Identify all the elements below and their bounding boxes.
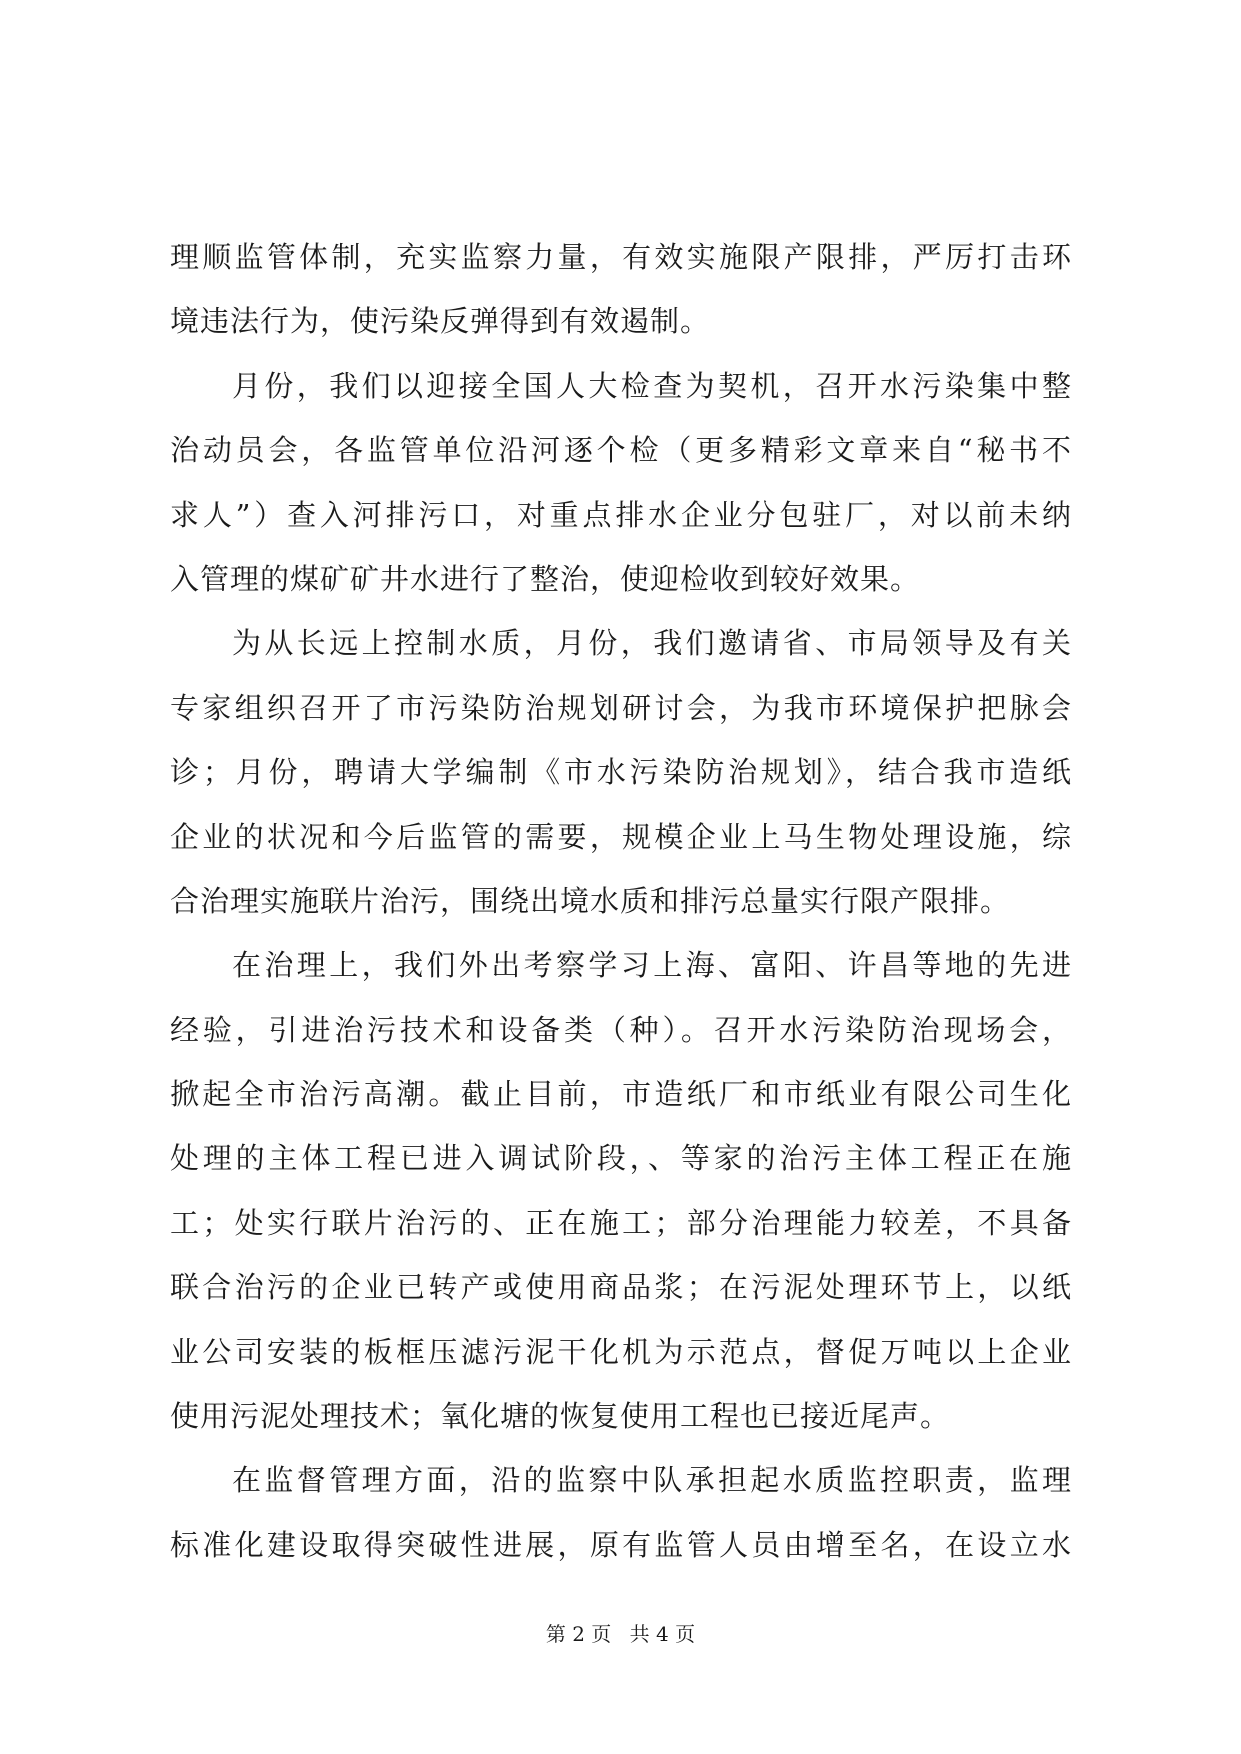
text-line: 理顺监管体制，充实监察力量，有效实施限产限排，严厉打击环	[170, 240, 1072, 274]
text-line: 在监督管理方面，沿的监察中队承担起水质监控职责，监理	[232, 1463, 1072, 1498]
text-line: 为从长远上控制水质，月份，我们邀请省、市局领导及有关	[232, 626, 1072, 661]
text-line: 经验，引进治污技术和设备类（种）。召开水污染防治现场会，	[170, 1012, 1072, 1047]
text-line: 企业的状况和今后监管的需要，规模企业上马生物处理设施，综	[170, 819, 1072, 854]
page-total: 共 4 页	[629, 1622, 696, 1646]
text-line: 业公司安装的板框压滤污泥干化机为示范点，督促万吨以上企业	[170, 1334, 1072, 1369]
text-line: 标准化建设取得突破性进展，原有监管人员由增至名，在设立水	[170, 1527, 1072, 1562]
text-line: 使用污泥处理技术；氧化塘的恢复使用工程也已接近尾声。	[170, 1399, 951, 1434]
body-text	[170, 225, 1072, 1577]
page-number: 第 2 页	[545, 1622, 612, 1646]
text-line: 入管理的煤矿矿井水进行了整治，使迎检收到较好效果。	[170, 561, 921, 596]
text-line: 在治理上，我们外出考察学习上海、富阳、许昌等地的先进	[232, 948, 1072, 983]
text-line: 求人”）查入河排污口，对重点排水企业分包驻厂，对以前未纳	[170, 497, 1072, 532]
page-footer	[0, 1618, 1241, 1647]
text-line: 境违法行为，使污染反弹得到有效遏制。	[170, 304, 711, 339]
text-line: 合治理实施联片治污，围绕出境水质和排污总量实行限产限排。	[170, 883, 1011, 918]
text-line: 掀起全市治污高潮。截止目前，市造纸厂和市纸业有限公司生化	[170, 1077, 1072, 1112]
text-line: 专家组织召开了市污染防治规划研讨会，为我市环境保护把脉会	[170, 690, 1072, 725]
text-line: 联合治污的企业已转产或使用商品浆；在污泥处理环节上，以纸	[170, 1270, 1072, 1305]
text-line: 治动员会，各监管单位沿河逐个检（更多精彩文章来自“秘书不	[170, 433, 1072, 468]
text-line: 处理的主体工程已进入调试阶段，、等家的治污主体工程正在施	[170, 1141, 1072, 1176]
text-line: 工；处实行联片治污的、正在施工；部分治理能力较差，不具备	[170, 1205, 1072, 1240]
text-line: 诊；月份，聘请大学编制《市水污染防治规划》，结合我市造纸	[170, 755, 1072, 790]
text-line: 月份，我们以迎接全国人大检查为契机，召开水污染集中整	[232, 368, 1072, 403]
